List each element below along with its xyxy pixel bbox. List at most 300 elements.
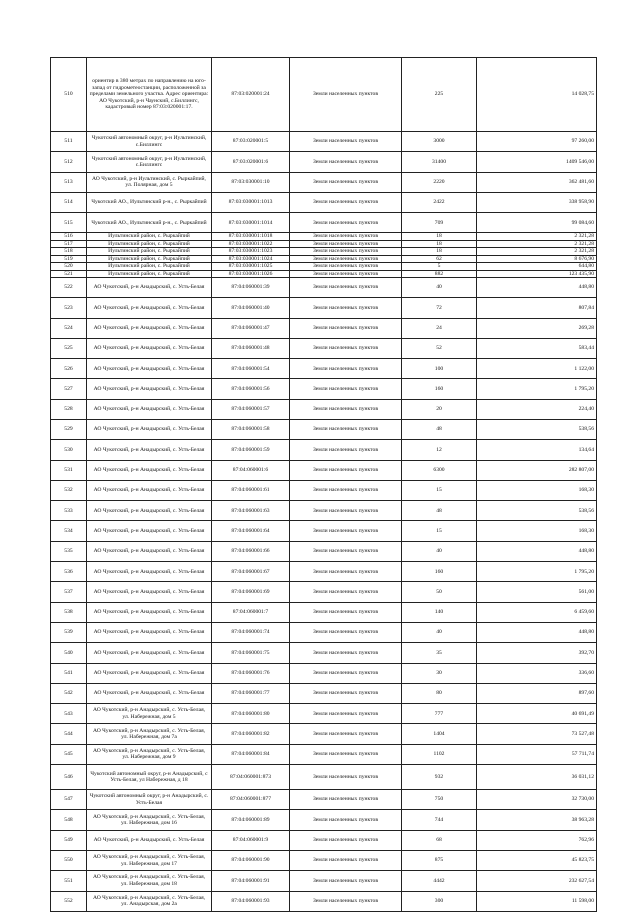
land-category-cell: Земли населенных пунктов [290, 663, 402, 683]
cadastral-number-cell: 87:03:030001:1023 [212, 248, 290, 255]
location-cell: АО Чукотский, р-н Анадырский, с. Усть-Белая [87, 683, 212, 703]
cadastral-number-cell: 87:04:060001:873 [212, 765, 290, 790]
land-category-cell: Земли населенных пунктов [290, 263, 402, 270]
cadastral-number-cell: 87:04:060001:74 [212, 622, 290, 642]
area-cell: 80 [402, 683, 477, 703]
cadastral-number-cell: 87:04:060001:63 [212, 501, 290, 521]
land-category-cell: Земли населенных пунктов [290, 830, 402, 850]
area-cell: 100 [402, 359, 477, 379]
land-category-cell: Земли населенных пунктов [290, 420, 402, 440]
row-number: 512 [51, 152, 87, 172]
location-cell: АО Чукотский, р-н Анадырский, с. Усть-Белая [87, 298, 212, 318]
location-cell: АО Чукотский, р-н Анадырский, с. Усть-Белая [87, 318, 212, 338]
table-row [51, 765, 597, 790]
cadastral-number-cell: 87:04:060001:48 [212, 338, 290, 358]
location-cell: АО Чукотский, р-н Анадырский, с. Усть-Белая [87, 663, 212, 683]
location-cell: АО Чукотский, р-н Анадырский, с. Усть-Белая [87, 440, 212, 460]
table-row [51, 318, 597, 338]
cadastral-number-cell: 87:04:060001:9 [212, 830, 290, 850]
location-cell: АО Чукотский, р-н Анадырский, с. Усть-Белая [87, 399, 212, 419]
cadastral-value-cell: 448,80 [477, 277, 597, 297]
cadastral-number-cell: 87:04:060001:69 [212, 582, 290, 602]
table-row [51, 233, 597, 240]
row-number: 539 [51, 622, 87, 642]
land-category-cell: Земли населенных пунктов [290, 501, 402, 521]
land-category-cell: Земли населенных пунктов [290, 891, 402, 911]
table-row [51, 172, 597, 192]
cadastral-value-cell: 73 527,48 [477, 724, 597, 744]
area-cell: 52 [402, 338, 477, 358]
cadastral-value-cell: 538,56 [477, 501, 597, 521]
land-category-cell: Земли населенных пунктов [290, 192, 402, 212]
row-number: 522 [51, 277, 87, 297]
cadastral-value-cell: 36 031,12 [477, 765, 597, 790]
area-cell: 932 [402, 765, 477, 790]
location-cell: АО Чукотский, р-н Анадырский, с. Усть-Белая [87, 379, 212, 399]
area-cell: 15 [402, 480, 477, 500]
location-cell: АО Чукотский, р-н Анадырский, с. Усть-Белая [87, 643, 212, 663]
table-row [51, 255, 597, 262]
table-row [51, 622, 597, 642]
cadastral-value-cell: 97 260,00 [477, 132, 597, 152]
cadastral-number-cell: 87:03:020001:24 [212, 58, 290, 132]
table-row [51, 338, 597, 358]
cadastral-value-cell: 1 795,20 [477, 379, 597, 399]
cadastral-number-cell: 87:03:030001:1014 [212, 213, 290, 233]
land-category-cell: Земли населенных пунктов [290, 152, 402, 172]
cadastral-number-cell: 87:03:030001:1013 [212, 192, 290, 212]
land-category-cell: Земли населенных пунктов [290, 233, 402, 240]
cadastral-number-cell: 87:04:060001:67 [212, 562, 290, 582]
table-row [51, 240, 597, 247]
location-cell: АО Чукотский, р-н Анадырский, с. Усть-Белая [87, 541, 212, 561]
cadastral-number-cell: 87:04:060001:61 [212, 480, 290, 500]
row-number: 530 [51, 440, 87, 460]
land-category-cell: Земли населенных пунктов [290, 850, 402, 870]
table-row [51, 683, 597, 703]
cadastral-number-cell: 87:03:030001:1024 [212, 255, 290, 262]
row-number: 543 [51, 704, 87, 724]
cadastral-number-cell: 87:04:060001:58 [212, 420, 290, 440]
cadastral-value-cell: 338 958,90 [477, 192, 597, 212]
area-cell: 1102 [402, 744, 477, 764]
row-number: 525 [51, 338, 87, 358]
land-category-cell: Земли населенных пунктов [290, 338, 402, 358]
table-row [51, 744, 597, 764]
cadastral-value-cell: 392,70 [477, 643, 597, 663]
cadastral-number-cell: 87:03:030001:1022 [212, 240, 290, 247]
area-cell: 140 [402, 602, 477, 622]
location-cell: Чукотский АО., Иультинский р-н., с. Рыркайпий [87, 192, 212, 212]
cadastral-number-cell: 87:04:060001:75 [212, 643, 290, 663]
land-category-cell: Земли населенных пунктов [290, 562, 402, 582]
row-number: 535 [51, 541, 87, 561]
cadastral-value-cell: 2 321,28 [477, 248, 597, 255]
cadastral-number-cell: 87:03:030001:10 [212, 172, 290, 192]
location-cell: АО Чукотский, р-н Анадырский, с. Усть-Белая, ул. Набережная, дом 17 [87, 850, 212, 870]
row-number: 514 [51, 192, 87, 212]
location-cell: Иультинский район, с. Рыркайпий [87, 263, 212, 270]
cadastral-number-cell: 87:04:060001:57 [212, 399, 290, 419]
cadastral-number-cell: 87:03:020001:6 [212, 152, 290, 172]
cadastral-value-cell: 644,80 [477, 263, 597, 270]
cadastral-number-cell: 87:03:030001:1026 [212, 270, 290, 277]
row-number: 526 [51, 359, 87, 379]
cadastral-value-cell: 448,80 [477, 541, 597, 561]
location-cell: Чукотский автономный округ, р-н Иультинский, с.Биллингс [87, 152, 212, 172]
cadastral-value-cell: 45 823,75 [477, 850, 597, 870]
cadastral-value-cell: 57 711,74 [477, 744, 597, 764]
area-cell: 62 [402, 255, 477, 262]
table-row [51, 192, 597, 212]
row-number: 519 [51, 255, 87, 262]
table-body [51, 58, 597, 912]
cadastral-number-cell: 87:04:060001:76 [212, 663, 290, 683]
area-cell: 30 [402, 663, 477, 683]
cadastral-value-cell: 168,30 [477, 480, 597, 500]
location-cell: АО Чукотский, р-н Анадырский, с. Усть-Белая [87, 521, 212, 541]
table-row [51, 850, 597, 870]
land-category-cell: Земли населенных пунктов [290, 172, 402, 192]
area-cell: 875 [402, 850, 477, 870]
table-row [51, 298, 597, 318]
location-cell: АО Чукотский, р-н Анадырский, с. Усть-Белая [87, 602, 212, 622]
location-cell: АО Чукотский, р-н Анадырский, с. Усть-Белая [87, 830, 212, 850]
land-category-cell: Земли населенных пунктов [290, 521, 402, 541]
cadastral-value-cell: 336,60 [477, 663, 597, 683]
table-row [51, 724, 597, 744]
area-cell: 40 [402, 277, 477, 297]
row-number: 541 [51, 663, 87, 683]
location-cell: АО Чукотский, р-н Анадырский, с. Усть-Белая [87, 277, 212, 297]
area-cell: 160 [402, 562, 477, 582]
cadastral-value-cell: 269,28 [477, 318, 597, 338]
location-cell: АО Чукотский, р-н Анадырский, с. Усть-Белая, ул. Набережная, дом 18 [87, 871, 212, 891]
row-number: 511 [51, 132, 87, 152]
area-cell: 750 [402, 790, 477, 810]
cadastral-number-cell: 87:04:060001:91 [212, 871, 290, 891]
land-category-cell: Земли населенных пунктов [290, 58, 402, 132]
cadastral-value-cell: 762,96 [477, 830, 597, 850]
row-number: 516 [51, 233, 87, 240]
row-number: 518 [51, 248, 87, 255]
location-cell: АО Чукотский, р-н Анадырский, с. Усть-Белая [87, 582, 212, 602]
location-cell: Иультинский район, с. Рыркайпий [87, 255, 212, 262]
table-row [51, 790, 597, 810]
cadastral-value-cell: 448,80 [477, 622, 597, 642]
location-cell: АО Чукотский, р-н Анадырский, с. Усть-Белая, ул. Анадырская, дом 2а [87, 891, 212, 911]
area-cell: 35 [402, 643, 477, 663]
land-category-cell: Земли населенных пунктов [290, 810, 402, 830]
row-number: 520 [51, 263, 87, 270]
row-number: 548 [51, 810, 87, 830]
row-number: 550 [51, 850, 87, 870]
location-cell: Чукотский автономный округ, р-н Анадырский, с Усть-Белая, ул Набережная, д 18 [87, 765, 212, 790]
location-cell: АО Чукотский, р-н Анадырский, с. Усть-Белая [87, 562, 212, 582]
table-row [51, 871, 597, 891]
land-category-cell: Земли населенных пунктов [290, 643, 402, 663]
area-cell: 4442 [402, 871, 477, 891]
land-category-cell: Земли населенных пунктов [290, 248, 402, 255]
cadastral-number-cell: 87:04:060001:6 [212, 460, 290, 480]
location-cell: АО Чукотский, р-н Анадырский, с. Усть-Белая, ул. Набережная, дом 9 [87, 744, 212, 764]
cadastral-number-cell: 87:04:060001:56 [212, 379, 290, 399]
land-category-cell: Земли населенных пунктов [290, 744, 402, 764]
area-cell: 5 [402, 263, 477, 270]
location-cell: АО Чукотский, р-н Анадырский, с. Усть-Белая [87, 338, 212, 358]
cadastral-value-cell: 1409 546,00 [477, 152, 597, 172]
row-number: 524 [51, 318, 87, 338]
table-row [51, 359, 597, 379]
area-cell: 2220 [402, 172, 477, 192]
row-number: 545 [51, 744, 87, 764]
area-cell: 160 [402, 379, 477, 399]
table-row [51, 379, 597, 399]
land-category-cell: Земли населенных пунктов [290, 270, 402, 277]
table-row [51, 277, 597, 297]
table-row [51, 663, 597, 683]
cadastral-number-cell: 87:04:060001:54 [212, 359, 290, 379]
location-cell: Иультинский район, с. Рыркайпий [87, 240, 212, 247]
land-category-cell: Земли населенных пунктов [290, 871, 402, 891]
area-cell: 2422 [402, 192, 477, 212]
cadastral-number-cell: 87:04:060001:77 [212, 683, 290, 703]
location-cell: АО Чукотский, р-н Анадырский, с. Усть-Белая [87, 501, 212, 521]
row-number: 515 [51, 213, 87, 233]
cadastral-number-cell: 87:04:060001:84 [212, 744, 290, 764]
area-cell: 72 [402, 298, 477, 318]
location-cell: Иультинский район, с. Рыркайпий [87, 248, 212, 255]
area-cell: 15 [402, 521, 477, 541]
table-row [51, 132, 597, 152]
table-row [51, 480, 597, 500]
cadastral-value-cell: 2 321,28 [477, 240, 597, 247]
land-category-cell: Земли населенных пунктов [290, 765, 402, 790]
row-number: 546 [51, 765, 87, 790]
land-category-cell: Земли населенных пунктов [290, 622, 402, 642]
table-row [51, 830, 597, 850]
land-category-cell: Земли населенных пунктов [290, 440, 402, 460]
area-cell: 48 [402, 501, 477, 521]
cadastral-number-cell: 87:03:030001:1025 [212, 263, 290, 270]
row-number: 521 [51, 270, 87, 277]
area-cell: 18 [402, 233, 477, 240]
land-category-cell: Земли населенных пунктов [290, 298, 402, 318]
cadastral-value-cell: 1 122,00 [477, 359, 597, 379]
land-category-cell: Земли населенных пунктов [290, 213, 402, 233]
cadastral-value-cell: 168,30 [477, 521, 597, 541]
cadastral-number-cell: 87:04:060001:877 [212, 790, 290, 810]
area-cell: 777 [402, 704, 477, 724]
row-number: 531 [51, 460, 87, 480]
land-category-cell: Земли населенных пунктов [290, 255, 402, 262]
cadastral-value-cell: 38 963,28 [477, 810, 597, 830]
land-category-cell: Земли населенных пунктов [290, 480, 402, 500]
cadastral-value-cell: 99 084,60 [477, 213, 597, 233]
row-number: 552 [51, 891, 87, 911]
cadastral-value-cell: 6 459,60 [477, 602, 597, 622]
cadastral-value-cell: 807,84 [477, 298, 597, 318]
row-number: 538 [51, 602, 87, 622]
location-cell: АО Чукотский, р-н Анадырский, с. Усть-Белая [87, 420, 212, 440]
row-number: 547 [51, 790, 87, 810]
table-row [51, 602, 597, 622]
cadastral-value-cell: 362 481,60 [477, 172, 597, 192]
location-cell: Чукотский АО., Иультинский р-н., с. Рыркайпий [87, 213, 212, 233]
land-category-cell: Земли населенных пунктов [290, 460, 402, 480]
row-number: 534 [51, 521, 87, 541]
cadastral-number-cell: 87:04:060001:90 [212, 850, 290, 870]
row-number: 536 [51, 562, 87, 582]
table-row [51, 891, 597, 911]
land-category-cell: Земли населенных пунктов [290, 724, 402, 744]
cadastral-number-cell: 87:04:060001:82 [212, 724, 290, 744]
row-number: 540 [51, 643, 87, 663]
cadastral-value-cell: 32 730,00 [477, 790, 597, 810]
area-cell: 1404 [402, 724, 477, 744]
row-number: 532 [51, 480, 87, 500]
land-category-cell: Земли населенных пунктов [290, 399, 402, 419]
cadastral-value-cell: 232 627,54 [477, 871, 597, 891]
row-number: 551 [51, 871, 87, 891]
area-cell: 68 [402, 830, 477, 850]
area-cell: 24 [402, 318, 477, 338]
row-number: 537 [51, 582, 87, 602]
land-category-cell: Земли населенных пунктов [290, 683, 402, 703]
cadastral-number-cell: 87:04:060001:39 [212, 277, 290, 297]
location-cell: АО Чукотский, р-н Анадырский, с. Усть-Белая, ул. Набережная, дом 16 [87, 810, 212, 830]
cadastral-number-cell: 87:04:060001:64 [212, 521, 290, 541]
cadastral-value-cell: 224,40 [477, 399, 597, 419]
table-row [51, 399, 597, 419]
table-row [51, 152, 597, 172]
row-number: 513 [51, 172, 87, 192]
area-cell: 18 [402, 248, 477, 255]
land-category-cell: Земли населенных пунктов [290, 582, 402, 602]
cadastral-value-cell: 583,44 [477, 338, 597, 358]
area-cell: 40 [402, 622, 477, 642]
table-row [51, 810, 597, 830]
land-category-cell: Земли населенных пунктов [290, 277, 402, 297]
location-cell: АО Чукотский, р-н Анадырский, с. Усть-Белая, ул. Набережная, дом 7а [87, 724, 212, 744]
table-row [51, 501, 597, 521]
location-cell: АО Чукотский, р-н Анадырский, с. Усть-Белая [87, 480, 212, 500]
location-cell: АО Чукотский, р-н Анадырский, с. Усть-Белая [87, 359, 212, 379]
cadastral-value-cell: 282 807,00 [477, 460, 597, 480]
cadastral-value-cell: 134,64 [477, 440, 597, 460]
location-cell: Чукотский автономный округ, р-н Анадырский, с. Усть-Белая [87, 790, 212, 810]
land-category-cell: Земли населенных пунктов [290, 790, 402, 810]
cadastral-number-cell: 87:04:060001:93 [212, 891, 290, 911]
row-number: 549 [51, 830, 87, 850]
cadastral-number-cell: 87:03:030001:1018 [212, 233, 290, 240]
table-row [51, 704, 597, 724]
row-number: 528 [51, 399, 87, 419]
area-cell: 744 [402, 810, 477, 830]
cadastral-number-cell: 87:04:060001:89 [212, 810, 290, 830]
area-cell: 20 [402, 399, 477, 419]
cadastral-value-cell: 8 676,90 [477, 255, 597, 262]
row-number: 523 [51, 298, 87, 318]
cadastral-value-cell: 561,00 [477, 582, 597, 602]
area-cell: 48 [402, 420, 477, 440]
area-cell: 300 [402, 891, 477, 911]
cadastral-value-cell: 2 321,28 [477, 233, 597, 240]
location-cell: АО Чукотский, р-н Анадырский, с. Усть-Белая, ул. Набережная, дом 5 [87, 704, 212, 724]
cadastral-value-cell: 40 691,49 [477, 704, 597, 724]
cadastral-number-cell: 87:04:060001:59 [212, 440, 290, 460]
cadastral-value-cell: 123 435,90 [477, 270, 597, 277]
table-row [51, 263, 597, 270]
table-row [51, 440, 597, 460]
cadastral-value-cell: 1 795,20 [477, 562, 597, 582]
cadastral-number-cell: 87:04:060001:47 [212, 318, 290, 338]
table-row [51, 643, 597, 663]
location-cell: Иультинский район, с. Рыркайпий [87, 270, 212, 277]
cadastral-number-cell: 87:04:060001:80 [212, 704, 290, 724]
land-category-cell: Земли населенных пунктов [290, 379, 402, 399]
land-category-cell: Земли населенных пунктов [290, 132, 402, 152]
table-row [51, 248, 597, 255]
row-number: 542 [51, 683, 87, 703]
table-row [51, 58, 597, 132]
area-cell: 6300 [402, 460, 477, 480]
land-category-cell: Земли населенных пунктов [290, 318, 402, 338]
land-category-cell: Земли населенных пунктов [290, 704, 402, 724]
table-row [51, 521, 597, 541]
table-row [51, 460, 597, 480]
table-row [51, 420, 597, 440]
area-cell: 18 [402, 240, 477, 247]
land-plots-table [50, 57, 597, 912]
cadastral-number-cell: 87:04:060001:40 [212, 298, 290, 318]
area-cell: 50 [402, 582, 477, 602]
location-cell: АО Чукотский, р-н Анадырский, с. Усть-Белая [87, 622, 212, 642]
cadastral-value-cell: 14 028,75 [477, 58, 597, 132]
row-number: 517 [51, 240, 87, 247]
table-row [51, 541, 597, 561]
cadastral-number-cell: 87:04:060001:7 [212, 602, 290, 622]
table-row [51, 582, 597, 602]
row-number: 533 [51, 501, 87, 521]
row-number: 527 [51, 379, 87, 399]
row-number: 510 [51, 58, 87, 132]
area-cell: 12 [402, 440, 477, 460]
table-row [51, 213, 597, 233]
land-category-cell: Земли населенных пунктов [290, 359, 402, 379]
cadastral-number-cell: 87:04:060001:66 [212, 541, 290, 561]
row-number: 544 [51, 724, 87, 744]
land-category-cell: Земли населенных пунктов [290, 602, 402, 622]
row-number: 529 [51, 420, 87, 440]
area-cell: 882 [402, 270, 477, 277]
cadastral-value-cell: 897,60 [477, 683, 597, 703]
table-row [51, 270, 597, 277]
location-cell: АО Чукотский, р-н Иультинский, с. Рыркайпий, ул. Полярная, дом 5 [87, 172, 212, 192]
area-cell: 225 [402, 58, 477, 132]
location-cell: Иультинский район, с. Рыркайпий [87, 233, 212, 240]
table-row [51, 562, 597, 582]
land-category-cell: Земли населенных пунктов [290, 541, 402, 561]
cadastral-value-cell: 538,56 [477, 420, 597, 440]
land-category-cell: Земли населенных пунктов [290, 240, 402, 247]
area-cell: 31400 [402, 152, 477, 172]
location-cell: Чукотский автономный округ, р-н Иультинский, с.Биллингс [87, 132, 212, 152]
area-cell: 709 [402, 213, 477, 233]
area-cell: 3000 [402, 132, 477, 152]
cadastral-value-cell: 11 598,00 [477, 891, 597, 911]
location-cell: ориентир в 380 метрах по направлению на юго-запад от гидрометеостанции, расположенной за пределами земельного участка. Адрес ориентира: АО Чукотский, р-н Чаунский, с.Биллингс, кадастровый номер 87:03:020001:17. [87, 58, 212, 132]
